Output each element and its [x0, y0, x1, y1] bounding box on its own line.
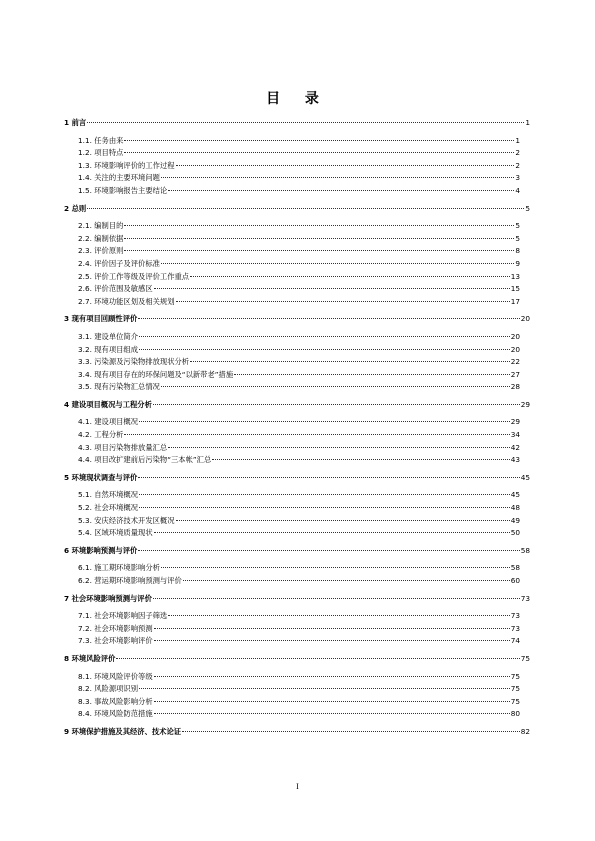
dot-leader — [87, 122, 524, 123]
toc-subsection-entry[interactable] — [78, 160, 530, 173]
toc-subsection-entry[interactable] — [78, 502, 530, 515]
toc-entry-label: 3.2. 现有项目组成 — [78, 344, 139, 354]
dot-leader — [176, 520, 510, 521]
toc-entry-page: 20 — [520, 314, 530, 324]
toc-entry-label: 8.4. 环境风险防范措施 — [78, 709, 153, 719]
toc-subsection-entry[interactable] — [78, 245, 530, 258]
toc-entry-label: 1.4. 关注的主要环境问题 — [78, 173, 160, 183]
dot-leader — [116, 658, 519, 659]
toc-subsection-entry[interactable] — [78, 135, 530, 148]
toc-entry-page: 9 — [515, 258, 520, 268]
toc-entry-label: 9 环境保护措施及其经济、技术论证 — [64, 726, 182, 736]
toc-entry-label: 2.3. 评价原则 — [78, 246, 124, 256]
toc-entry-label: 1 前言 — [64, 118, 87, 127]
toc-entry-label: 7 社会环境影响预测与评价 — [64, 593, 152, 603]
dot-leader — [139, 336, 510, 337]
toc-subsection-entry[interactable] — [78, 296, 530, 309]
dot-leader — [124, 152, 514, 153]
toc-subsection-entry[interactable] — [78, 708, 530, 721]
dot-leader — [190, 276, 510, 277]
dot-leader — [153, 404, 520, 405]
toc-entry-page: 34 — [510, 430, 520, 440]
toc-entry-label: 3 现有项目回顾性评价 — [64, 314, 138, 324]
dot-leader — [234, 374, 510, 375]
dot-leader — [124, 140, 514, 141]
toc-entry-label: 4.1. 建设项目概况 — [78, 417, 139, 427]
dot-leader — [176, 301, 510, 302]
dot-leader — [161, 386, 510, 387]
toc-entry-page: 80 — [510, 709, 520, 719]
toc-section-entry[interactable] — [64, 545, 530, 558]
toc-entry-page: 4 — [515, 185, 520, 195]
toc-entry-label: 2.7. 环境功能区划及相关规划 — [78, 296, 175, 306]
toc-entry-label: 6.1. 施工期环境影响分析 — [78, 563, 160, 573]
toc-section — [64, 545, 530, 588]
toc-entry-page: 75 — [510, 671, 520, 681]
toc-subsection-entry[interactable] — [78, 623, 530, 636]
toc-entry-label: 5.1. 自然环境概况 — [78, 490, 139, 500]
toc-entry-label: 3.4. 现有项目存在的环保问题及“以新带老”措施 — [78, 369, 234, 379]
dot-leader — [182, 731, 520, 732]
toc-entry-page: 27 — [510, 369, 520, 379]
dot-leader — [139, 688, 510, 689]
toc-entry-page: 13 — [510, 271, 520, 281]
dot-leader — [154, 713, 510, 714]
toc-entry-page: 82 — [520, 726, 530, 736]
dot-leader — [168, 615, 509, 616]
toc-subsection-entry[interactable] — [78, 356, 530, 369]
toc-entry-page: 49 — [510, 515, 520, 525]
toc-entry-label: 3.5. 现有污染物汇总情况 — [78, 382, 160, 392]
toc-entry-page: 45 — [520, 472, 530, 482]
toc-subsection-entry[interactable] — [78, 562, 530, 575]
toc-subsection-entry[interactable] — [78, 233, 530, 246]
toc-section-entry[interactable] — [64, 653, 530, 666]
toc-entry-page: 15 — [510, 284, 520, 294]
toc-section-entry[interactable] — [64, 593, 530, 606]
toc-section — [64, 399, 530, 467]
dot-leader — [154, 532, 510, 533]
dot-leader — [138, 550, 519, 551]
page-number: I — [296, 782, 299, 791]
toc-subsection-entry[interactable] — [78, 429, 530, 442]
toc-section — [64, 203, 530, 309]
toc-entry-label: 8.3. 事故风险影响分析 — [78, 696, 153, 706]
toc-subsection-entry[interactable] — [78, 331, 530, 344]
toc-entry-page: 75 — [510, 696, 520, 706]
dot-leader — [168, 190, 514, 191]
toc-section — [64, 653, 530, 721]
dot-leader — [138, 318, 519, 319]
toc-entry-label: 8.2. 风险源项识别 — [78, 684, 139, 694]
toc-subsection-entry[interactable] — [78, 454, 530, 467]
dot-leader — [154, 288, 510, 289]
toc-entry-page: 74 — [510, 636, 520, 646]
dot-leader — [168, 447, 509, 448]
toc-entry-label: 4.3. 项目污染物排放量汇总 — [78, 442, 168, 452]
toc-entry-page: 5 — [515, 233, 520, 243]
toc-entry-page: 75 — [520, 653, 530, 663]
toc-section-entry[interactable] — [64, 399, 530, 412]
toc-entry-page: 29 — [520, 399, 530, 409]
toc-entry-label: 1.2. 项目特点 — [78, 148, 124, 158]
toc-entry-page: 58 — [520, 545, 530, 555]
toc-section-entry[interactable] — [64, 117, 530, 130]
toc-entry-label: 6 环境影响预测与评价 — [64, 545, 138, 555]
toc-entry-label: 1.5. 环境影响报告主要结论 — [78, 185, 168, 195]
toc-entry-label: 1.3. 环境影响评价的工作过程 — [78, 160, 175, 170]
toc-subsection-entry[interactable] — [78, 344, 530, 357]
toc-entry-page: 58 — [510, 563, 520, 573]
dot-leader — [139, 494, 510, 495]
toc-entry-label: 6.2. 营运期环境影响预测与评价 — [78, 576, 182, 585]
toc-subsection-entry[interactable] — [78, 271, 530, 284]
toc-subsection-entry[interactable] — [78, 172, 530, 185]
dot-leader — [176, 165, 515, 166]
toc-entry-page: 48 — [510, 503, 520, 513]
toc-entry-page: 42 — [510, 442, 520, 452]
toc-subsection-entry[interactable] — [78, 696, 530, 709]
toc-entry-label: 2.6. 评价范围及敏感区 — [78, 284, 153, 294]
table-of-contents — [64, 117, 530, 744]
toc-entry-label: 7.1. 社会环境影响因子筛选 — [78, 611, 168, 621]
toc-entry-page: 22 — [510, 357, 520, 367]
toc-subsection-entry[interactable] — [78, 147, 530, 160]
toc-subsection-entry[interactable] — [78, 369, 530, 382]
toc-entry-page: 73 — [510, 611, 520, 621]
dot-leader — [212, 459, 509, 460]
toc-entry-page: 28 — [510, 382, 520, 392]
toc-entry-page: 17 — [510, 296, 520, 306]
dot-leader — [139, 507, 510, 508]
toc-entry-page: 75 — [510, 684, 520, 694]
toc-section — [64, 313, 530, 394]
toc-subsection-entry[interactable] — [78, 381, 530, 394]
toc-entry-label: 4.2. 工程分析 — [78, 430, 124, 440]
toc-entry-page: 1 — [515, 135, 520, 145]
dot-leader — [139, 421, 510, 422]
dot-leader — [161, 177, 514, 178]
toc-entry-label: 2.2. 编制依据 — [78, 233, 124, 243]
toc-subsection-entry[interactable] — [78, 683, 530, 696]
toc-subsection-entry[interactable] — [78, 515, 530, 528]
toc-title: 目 录 — [266, 91, 329, 107]
toc-subsection-entry[interactable] — [78, 671, 530, 684]
toc-subsection-entry[interactable] — [78, 610, 530, 623]
dot-leader — [124, 250, 514, 251]
toc-entry-label: 2.5. 评价工作等级及评价工作重点 — [78, 271, 190, 281]
dot-leader — [161, 263, 514, 264]
toc-subsection-entry[interactable] — [78, 220, 530, 233]
toc-entry-page: 20 — [510, 331, 520, 341]
toc-entry-page: 2 — [515, 148, 520, 158]
toc-subsection-entry[interactable] — [78, 185, 530, 198]
toc-entry-label: 4 建设项目概况与工程分析 — [64, 399, 152, 409]
dot-leader — [87, 208, 524, 209]
toc-subsection-entry[interactable] — [78, 575, 530, 588]
toc-entry-page: 1 — [525, 118, 530, 127]
toc-section-entry[interactable] — [64, 313, 530, 326]
dot-leader — [154, 628, 510, 629]
toc-entry-page: 29 — [510, 417, 520, 427]
toc-subsection-entry[interactable] — [78, 635, 530, 648]
dot-leader — [124, 238, 514, 239]
dot-leader — [124, 434, 509, 435]
toc-entry-page: 43 — [510, 455, 520, 465]
toc-section-entry[interactable] — [64, 726, 530, 739]
toc-section — [64, 117, 530, 198]
toc-entry-label: 5.2. 社会环境概况 — [78, 503, 139, 513]
toc-subsection-entry[interactable] — [78, 283, 530, 296]
toc-section — [64, 726, 530, 739]
toc-entry-label: 1.1. 任务由来 — [78, 135, 124, 145]
toc-entry-page: 3 — [515, 173, 520, 183]
toc-entry-label: 8 环境风险评价 — [64, 653, 116, 663]
toc-subsection-entry[interactable] — [78, 258, 530, 271]
toc-entry-label: 8.1. 环境风险评价等级 — [78, 671, 153, 681]
toc-entry-label: 4.4. 项目改扩建前后污染物“三本帐”汇总 — [78, 455, 212, 465]
dot-leader — [154, 701, 510, 702]
toc-section-entry[interactable] — [64, 203, 530, 216]
toc-entry-page: 73 — [510, 623, 520, 633]
toc-entry-page: 50 — [510, 528, 520, 538]
toc-subsection-entry[interactable] — [78, 416, 530, 429]
toc-section — [64, 593, 530, 648]
toc-entry-label: 7.2. 社会环境影响预测 — [78, 623, 153, 633]
dot-leader — [154, 676, 510, 677]
dot-leader — [154, 640, 510, 641]
dot-leader — [153, 598, 520, 599]
toc-entry-label: 5 环境现状调查与评价 — [64, 472, 138, 482]
dot-leader — [138, 477, 519, 478]
toc-entry-label: 5.4. 区域环境质量现状 — [78, 528, 153, 538]
toc-subsection-entry[interactable] — [78, 527, 530, 540]
toc-entry-label: 5.3. 安庆经济技术开发区概况 — [78, 515, 175, 525]
toc-section — [64, 472, 530, 540]
toc-section-entry[interactable] — [64, 472, 530, 485]
dot-leader — [183, 580, 510, 581]
toc-entry-page: 2 — [515, 160, 520, 170]
toc-entry-label: 2.1. 编制目的 — [78, 221, 124, 231]
toc-entry-page: 20 — [510, 344, 520, 354]
toc-subsection-entry[interactable] — [78, 442, 530, 455]
toc-entry-page: 73 — [520, 593, 530, 603]
toc-entry-page: 5 — [515, 221, 520, 231]
toc-entry-label: 2 总则 — [64, 203, 87, 213]
toc-entry-label: 7.3. 社会环境影响评价 — [78, 636, 153, 646]
dot-leader — [124, 225, 514, 226]
toc-subsection-entry[interactable] — [78, 489, 530, 502]
toc-entry-label: 2.4. 评价因子及评价标准 — [78, 258, 160, 268]
dot-leader — [139, 349, 510, 350]
toc-entry-label: 3.1. 建设单位简介 — [78, 331, 139, 341]
toc-entry-page: 5 — [525, 203, 530, 213]
toc-entry-page: 60 — [510, 576, 520, 585]
dot-leader — [190, 361, 510, 362]
dot-leader — [161, 567, 510, 568]
toc-entry-label: 3.3. 污染源及污染物排放现状分析 — [78, 357, 190, 367]
toc-entry-page: 8 — [515, 246, 520, 256]
toc-entry-page: 45 — [510, 490, 520, 500]
